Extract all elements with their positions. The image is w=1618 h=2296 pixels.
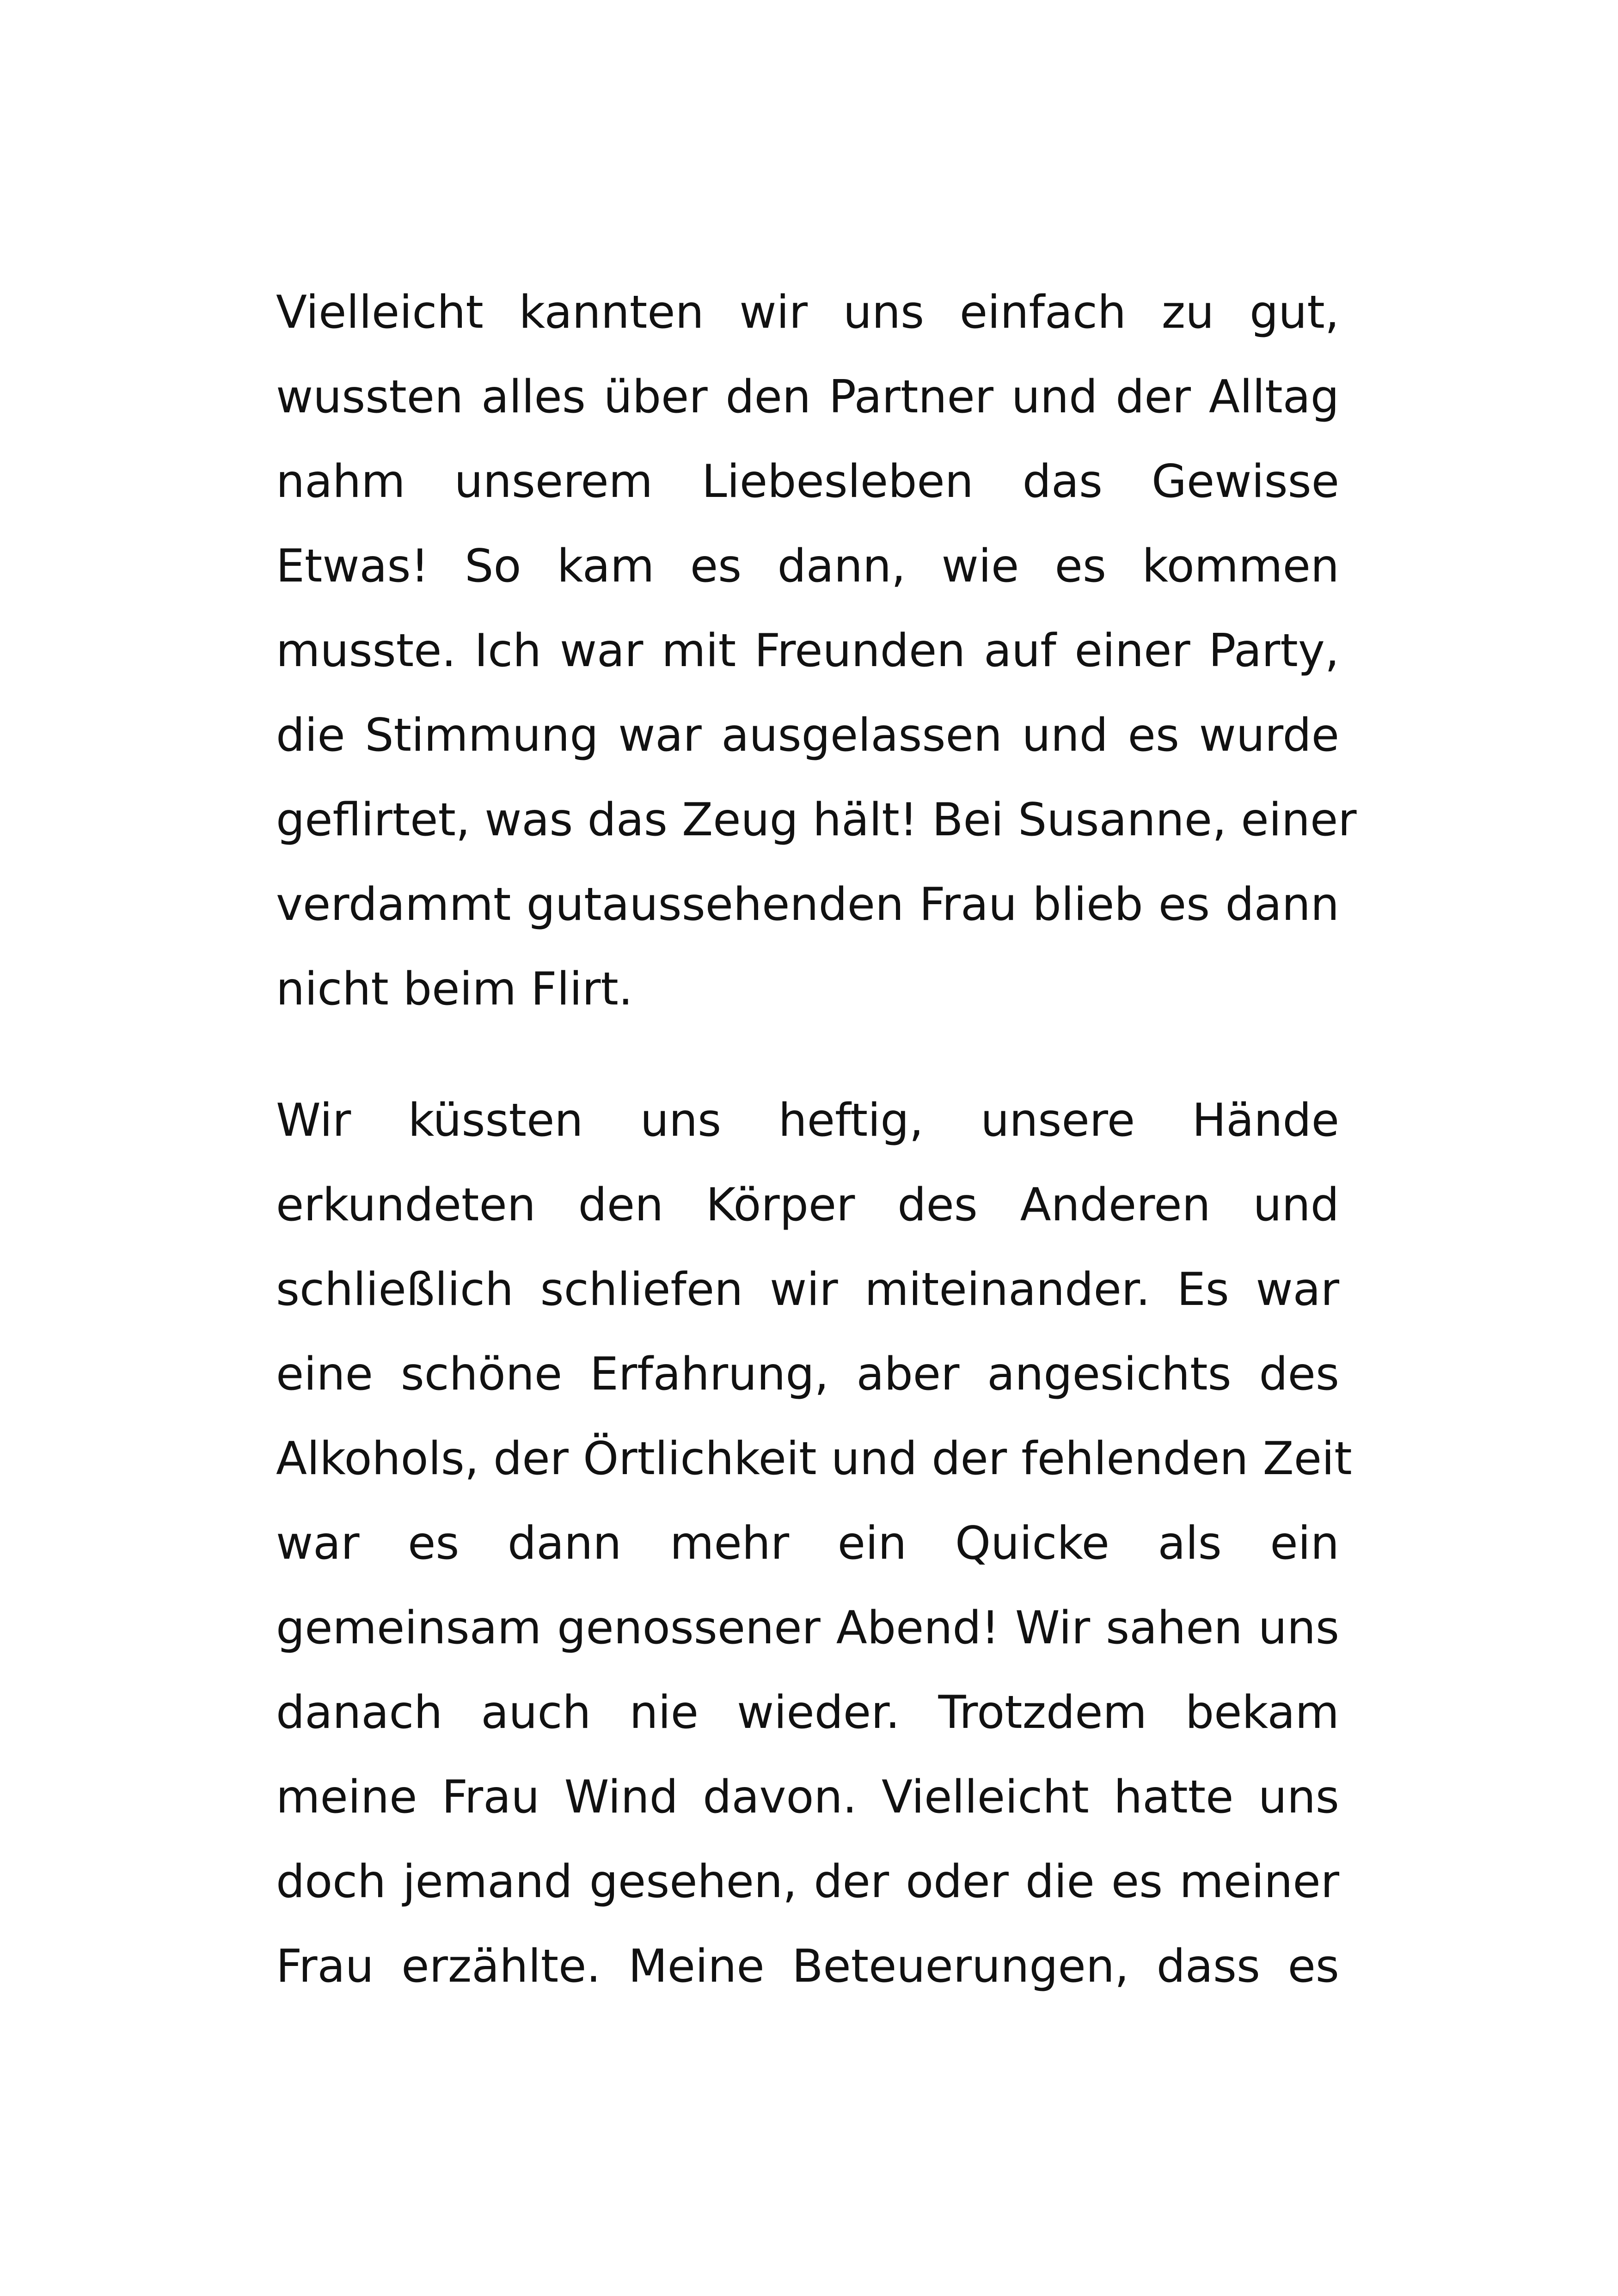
- text-line: doch jemand gesehen, der oder die es meiner: [276, 1855, 1339, 1908]
- text-line: Alkohols, der Örtlichkeit und der fehlenden Zeit: [276, 1433, 1352, 1485]
- text-line: meine Frau Wind davon. Vielleicht hatte uns: [276, 1771, 1339, 1824]
- text-line: Etwas! So kam es dann, wie es kommen: [276, 540, 1339, 593]
- text-line: gemeinsam genossener Abend! Wir sahen uns: [276, 1602, 1339, 1654]
- text-line: die Stimmung war ausgelassen und es wurde: [276, 709, 1339, 762]
- paragraph-1: [276, 270, 1357, 1032]
- text-line: erkundeten den Körper des Anderen und: [276, 1179, 1339, 1231]
- text-line: nicht beim Flirt.: [276, 963, 633, 1016]
- text-line: Wir küssten uns heftig, unsere Hände: [276, 1094, 1339, 1147]
- paragraph-2: [276, 1078, 1352, 2009]
- text-line: Vielleicht kannten wir uns einfach zu gut,: [276, 286, 1339, 339]
- text-line: danach auch nie wieder. Trotzdem bekam: [276, 1686, 1339, 1739]
- text-line: eine schöne Erfahrung, aber angesichts des: [276, 1348, 1339, 1401]
- text-line: Frau erzählte. Meine Beteuerungen, dass es: [276, 1940, 1339, 1993]
- text-line: war es dann mehr ein Quicke als ein: [276, 1517, 1339, 1570]
- text-line: geflirtet, was das Zeug hält! Bei Susanne, einer: [276, 794, 1357, 846]
- text-line: nahm unserem Liebesleben das Gewisse: [276, 455, 1339, 508]
- text-line: musste. Ich war mit Freunden auf einer Party,: [276, 625, 1339, 677]
- text-line: schließlich schliefen wir miteinander. Es war: [276, 1263, 1339, 1316]
- text-line: wussten alles über den Partner und der Alltag: [276, 371, 1339, 423]
- text-line: verdammt gutaussehenden Frau blieb es dann: [276, 878, 1339, 931]
